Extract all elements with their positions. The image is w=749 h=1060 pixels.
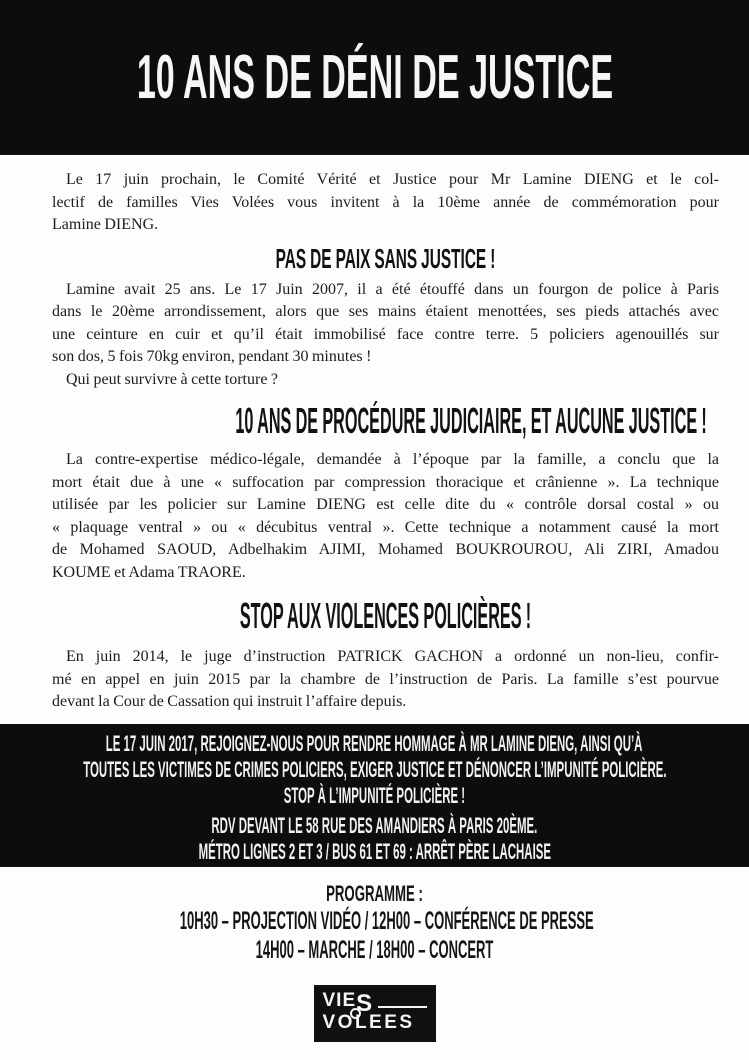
flyer-body [0, 155, 749, 724]
programme-section [0, 867, 749, 985]
logo-underline [378, 1006, 426, 1008]
heading-stop-violences: STOP AUX VIOLENCES POLICIÈRES ! [239, 595, 532, 636]
flyer-title: 10 ANS DE DÉNI DE JUSTICE [136, 43, 613, 112]
logo-line-vies [322, 990, 427, 1017]
paragraph-line: utilisée par les policier sur Lamine DIENG est celle dite du « contrôle dorsal costal » ou [52, 496, 719, 513]
handcuff-s-glyph: S [356, 990, 374, 1017]
expertise-paragraph [52, 449, 719, 584]
logo-text-vie: VIE [322, 990, 357, 1011]
banner-rdv-line: RDV DEVANT LE 58 RUE DES AMANDIERS À PARIS 20ÈME. [211, 813, 538, 838]
paragraph-line: Qui peut survivre à cette torture ? [66, 370, 279, 388]
header-banner [0, 0, 749, 155]
logo-line-volees: VOLEES [322, 1012, 415, 1033]
paragraph-line: lectif de familles Vies Volées vous invitent à la 10ème année de commémoration pour [52, 193, 719, 211]
handcuff-ring-icon [350, 1008, 361, 1019]
programme-line-morning: 10H30 – PROJECTION VIDÉO / 12H00 – CONFÉRENCE DE PRESSE [179, 907, 594, 935]
paragraph-line: une ceinture en cuir et qu’il était immobilisé face contre terre. 5 policiers agenouillés sur [52, 325, 719, 343]
paragraph-line: Le 17 juin prochain, le Comité Vérité et Justice pour Mr Lamine DIENG et le col- [66, 171, 719, 188]
paragraph-line: La contre-expertise médico-légale, demandée à l’époque par la famille, a conclu que la [66, 451, 719, 468]
paragraph-line: Lamine avait 25 ans. Le 17 Juin 2007, il a été étouffé dans un fourgon de police à Paris [66, 280, 719, 298]
circumstances-paragraph [52, 279, 719, 369]
intro-paragraph [52, 169, 719, 237]
programme-title: PROGRAMME : [326, 881, 423, 906]
logo-footer [0, 985, 749, 1042]
paragraph-line: mort était due à une « suffocation par compression thoracique et crânienne ». La technique [52, 473, 719, 491]
paragraph-line: « plaquage ventral » ou « décubitus ventral ». Cette technique a notamment causé la mort [52, 518, 719, 536]
programme-line-afternoon: 14H00 – MARCHE / 18H00 – CONCERT [255, 936, 494, 964]
paragraph-line: KOUME et Adama TRAORE. [52, 563, 246, 581]
justice-paragraph [52, 646, 719, 714]
heading-10-ans-procedure: 10 ANS DE PROCÉDURE JUDICIAIRE, ET AUCUNE JUSTICE ! [235, 400, 707, 441]
paragraph-line: son dos, 5 fois 70kg environ, pendant 30 minutes ! [52, 348, 372, 365]
banner-line: LE 17 JUIN 2017, REJOIGNEZ-NOUS POUR RENDRE HOMMAGE À MR LAMINE DIENG, AINSI QU’À [106, 731, 643, 756]
paragraph-line: dans le 20ème arrondissement, alors que ses mains étaient menottées, ses pieds attachés avec [52, 303, 719, 320]
paragraph-line: En juin 2014, le juge d’instruction PATRICK GACHON a ordonné un non-lieu, confir- [66, 648, 719, 665]
banner-metro-line: MÉTRO LIGNES 2 ET 3 / BUS 61 ET 69 : ARRÊT PÈRE LACHAISE [198, 839, 551, 864]
banner-line: TOUTES LES VICTIMES DE CRIMES POLICIERS, EXIGER JUSTICE ET DÉNONCER L’IMPUNITÉ POLICIÈRE. [82, 757, 667, 782]
heading-pas-de-paix: PAS DE PAIX SANS JUSTICE ! [275, 242, 496, 274]
banner-meeting-info [36, 813, 714, 865]
call-to-action-banner [0, 724, 749, 867]
paragraph-line: mé en appel en juin 2015 par la chambre de l’instruction de Paris. La famille s’est pourvue [52, 670, 719, 688]
paragraph-line: Lamine DIENG. [52, 216, 159, 233]
banner-appeal [0, 731, 749, 809]
question-paragraph [52, 369, 719, 392]
paragraph-line: de Mohamed SAOUD, Adbelhakim AJIMI, Mohamed BOUKROUROU, Ali ZIRI, Amadou [52, 541, 719, 558]
vies-volees-logo [314, 985, 436, 1042]
banner-line: STOP À L’IMPUNITÉ POLICIÈRE ! [283, 783, 466, 808]
paragraph-line: devant la Cour de Cassation qui instruit l’affaire depuis. [52, 693, 407, 710]
